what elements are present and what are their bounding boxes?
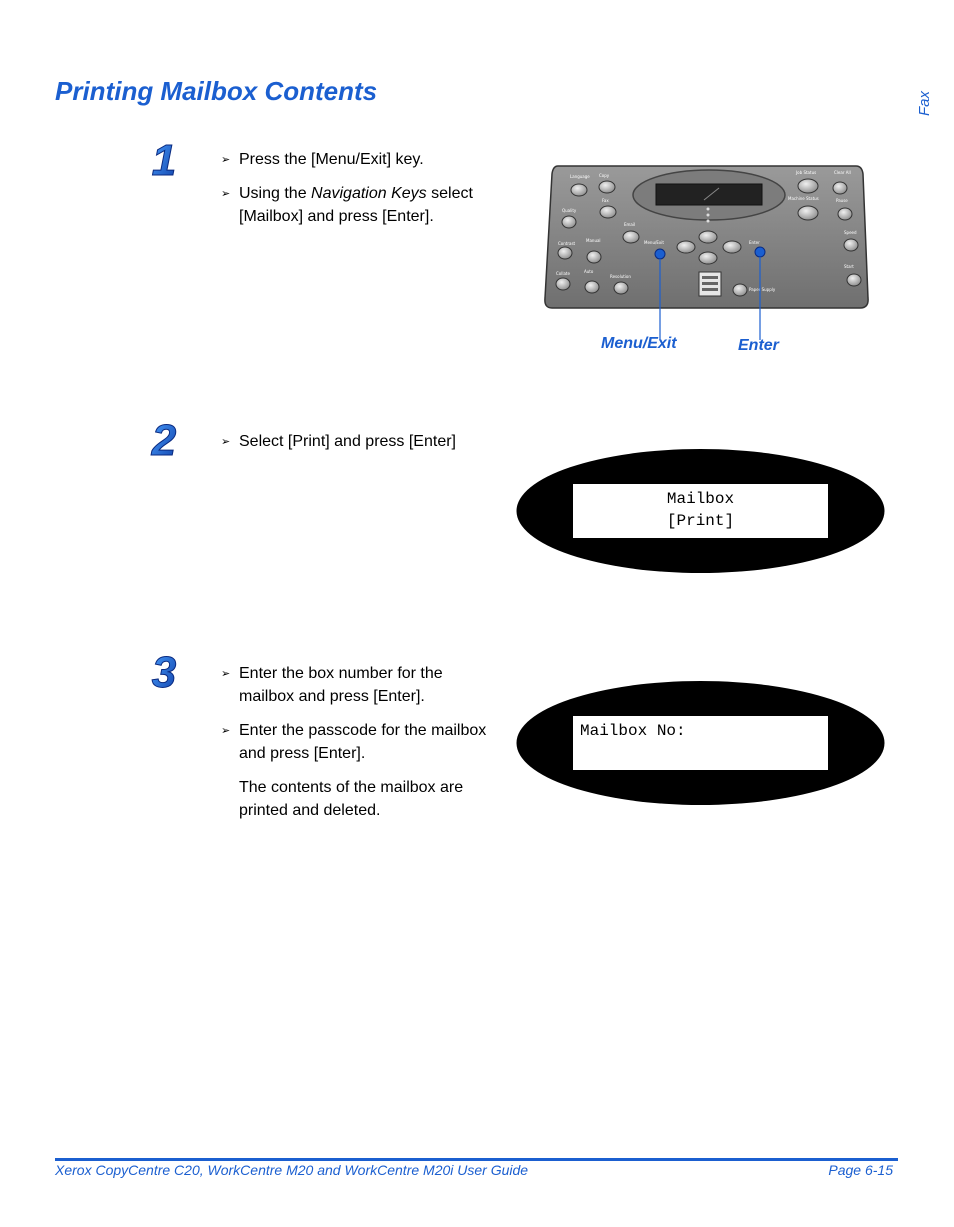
step-1-instructions: [221, 148, 501, 239]
svg-text:Fax: Fax: [602, 198, 609, 203]
svg-text:Resolution: Resolution: [610, 274, 631, 279]
step-3-note: The contents of the mailbox are printed and deleted.: [239, 779, 464, 819]
svg-text:Email: Email: [624, 222, 636, 227]
step-3-lcd-screen: [573, 716, 828, 770]
lcd-line-1: Mailbox: [666, 490, 735, 508]
svg-text:Speed: Speed: [844, 230, 857, 235]
step-2-bullet-1: ➢ Select [Print] and press [Enter]: [221, 430, 501, 453]
lcd-line-1: Mailbox No:: [580, 722, 686, 740]
svg-text:Job Status: Job Status: [796, 170, 817, 175]
step-3-bullet-2: ➢ Enter the passcode for the mailbox and press [Enter].: [221, 719, 491, 765]
svg-text:Machine Status: Machine Status: [788, 196, 819, 201]
svg-text:Menu/Exit: Menu/Exit: [644, 240, 664, 245]
svg-text:Start: Start: [844, 264, 854, 269]
step-3-display: [516, 680, 885, 806]
svg-text:Collate: Collate: [556, 271, 570, 276]
step-2-instructions: [221, 430, 501, 464]
svg-text:Clear All: Clear All: [834, 170, 851, 175]
enter-callout: Enter: [738, 337, 779, 354]
step-3-instructions: [221, 662, 491, 822]
svg-text:2: 2: [151, 417, 177, 461]
footer-guide-title: Xerox CopyCentre C20, WorkCentre M20 and WorkCentre M20i User Guide: [55, 1162, 529, 1178]
svg-text:Auto: Auto: [584, 269, 594, 274]
step-1-bullet-2: ➢ Using the Navigation Keys select [Mailbox] and press [Enter].: [221, 182, 501, 228]
step-2-number: [139, 417, 189, 461]
svg-text:Manual: Manual: [586, 238, 601, 243]
svg-text:Pause: Pause: [836, 198, 848, 203]
step-1-bullet-1: ➢ Press the [Menu/Exit] key.: [221, 148, 501, 171]
svg-text:Paper Supply: Paper Supply: [749, 287, 776, 292]
svg-text:Enter: Enter: [749, 240, 760, 245]
page-title: Printing Mailbox Contents: [55, 76, 378, 106]
step-3-bullet-1: ➢ Enter the box number for the mailbox and press [Enter].: [221, 662, 491, 708]
step-2-lcd-screen: [573, 484, 828, 538]
svg-text:Quality: Quality: [562, 208, 577, 213]
section-side-label: Fax: [916, 90, 933, 116]
footer-page-number: Page 6-15: [828, 1162, 893, 1178]
step-1-number: [139, 137, 189, 181]
lcd-line-2: [Print]: [666, 512, 735, 530]
step-2-display: [516, 448, 885, 574]
svg-text:Contrast: Contrast: [558, 241, 576, 246]
control-panel-illustration: [544, 160, 870, 360]
svg-text:3: 3: [151, 649, 177, 693]
svg-text:1: 1: [151, 137, 177, 181]
svg-text:Language: Language: [570, 174, 590, 179]
step-3-number: [139, 649, 189, 693]
footer-rule: [55, 1158, 898, 1161]
menu-exit-callout: Menu/Exit: [601, 335, 677, 352]
svg-text:Copy: Copy: [599, 173, 610, 178]
